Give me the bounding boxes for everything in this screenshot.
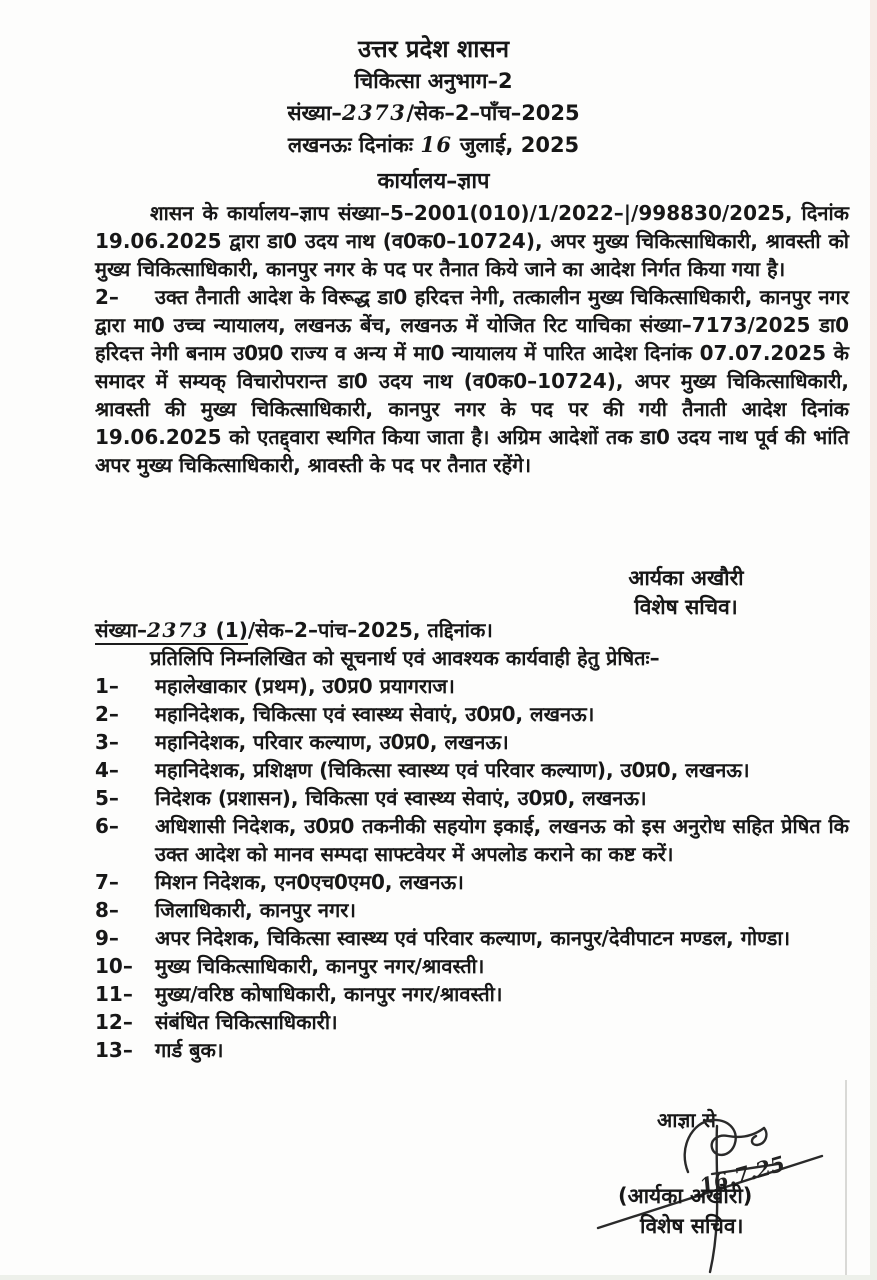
memo-type-title: कार्यालय–ज्ञाप	[377, 169, 490, 194]
order-paragraph-1: शासन के कार्यालय–ज्ञाप संख्या–5–2001(010)/1/2022–|/998830/2025, दिनांक 19.06.2025 द्वारा डा0 उदय नाथ (व0क0–10724), अपर मुख्य चिकित्साधिकारी, श्रावस्ती को मुख्य चिकित्साधिकारी, कानपुर नगर के पद पर तैनात किये जाने का आदेश निर्गत किया गया है।	[95, 201, 849, 281]
order-paragraph-2	[95, 283, 849, 479]
list-item-text: मिशन निदेशक, एन0एच0एम0, लखनऊ।	[155, 870, 464, 894]
signatory-title: विशेष सचिव।	[634, 595, 738, 619]
list-item-number: 7–	[95, 870, 119, 894]
list-item	[95, 952, 849, 980]
letterhead	[0, 32, 867, 198]
place-date-line	[0, 129, 867, 161]
order-number-suffix: /सेक–2–पाँच–2025	[406, 101, 580, 125]
list-item-text: महानिदेशक, परिवार कल्याण, उ0प्र0, लखनऊ।	[155, 730, 509, 754]
reference-tail: (1)	[208, 618, 248, 642]
signatory-block-top	[600, 564, 772, 622]
list-item-number: 13–	[95, 1038, 133, 1062]
signatory-name-paren: (आर्यका अखौरी)	[618, 1184, 753, 1208]
paragraph-2-text: उक्त तैनाती आदेश के विरूद्ध डा0 हरिदत्त नेगी, तत्कालीन मुख्य चिकित्साधिकारी, कानपुर नगर द्वारा मा0 उच्च न्यायालय, लखनऊ बेंच, लखनऊ में योजित रिट याचिका संख्या–7173/2025 डा0 हरिदत्त नेगी बनाम उ0प्र0 राज्य व अन्य में मा0 न्यायालय में पारित आदेश दिनांक 07.07.2025 के समादर में सम्यक् विचारोपरान्त डा0 उदय नाथ (व0क0–10724), अपर मुख्य चिकित्साधिकारी, श्रावस्ती की मुख्य चिकित्साधिकारी, कानपुर नगर के पद पर की गयी तैनाती आदेश दिनांक 19.06.2025 को एतद्द्वारा स्थगित किया जाता है। अग्रिम आदेशों तक डा0 उदय नाथ पूर्व की भांति अपर मुख्य चिकित्साधिकारी, श्रावस्ती के पद पर तैनात रहेंगे।	[95, 285, 849, 477]
signatory-title-bottom: विशेष सचिव।	[640, 1214, 744, 1238]
list-item	[95, 1008, 849, 1036]
list-item	[95, 924, 849, 952]
list-item	[95, 672, 849, 700]
list-item-text: महानिदेशक, चिकित्सा एवं स्वास्थ्य सेवाएं, उ0प्र0, लखनऊ।	[155, 702, 595, 726]
list-item-text: मुख्य/वरिष्ठ कोषाधिकारी, कानपुर नगर/श्रावस्ती।	[155, 982, 503, 1006]
by-order-text: आज्ञा से	[657, 1108, 716, 1132]
reference-number-handwritten: 2373	[147, 618, 209, 642]
list-item-text: संबंधित चिकित्साधिकारी।	[155, 1010, 338, 1034]
reference-number-underlined	[95, 618, 248, 645]
list-item-number: 5–	[95, 786, 119, 810]
list-item	[95, 980, 849, 1008]
signatory-name: आर्यका अखौरी	[628, 566, 744, 590]
list-item-number: 3–	[95, 730, 119, 754]
copy-forwarding-line: प्रतिलिपि निम्नलिखित को सूचनार्थ एवं आवश्यक कार्यवाही हेतु प्रेषितः–	[150, 646, 660, 670]
list-item-text: जिलाधिकारी, कानपुर नगर।	[155, 898, 356, 922]
list-item-number: 8–	[95, 898, 119, 922]
distribution-section	[95, 616, 849, 1064]
list-item-number: 6–	[95, 814, 119, 838]
list-item-number: 2–	[95, 702, 119, 726]
list-item	[95, 784, 849, 812]
order-body	[95, 199, 849, 479]
order-number-prefix: संख्या–	[287, 101, 342, 125]
list-item	[95, 1036, 849, 1064]
list-item-number: 4–	[95, 758, 119, 782]
list-item-text: महालेखाकार (प्रथम), उ0प्र0 प्रयागराज।	[155, 674, 455, 698]
order-number-line	[0, 97, 867, 129]
list-item-text: महानिदेशक, प्रशिक्षण (चिकित्सा स्वास्थ्य एवं परिवार कल्याण), उ0प्र0, लखनऊ।	[155, 758, 750, 782]
list-item	[95, 728, 849, 756]
list-item-number: 11–	[95, 982, 133, 1006]
list-item-text: निदेशक (प्रशासन), चिकित्सा एवं स्वास्थ्य सेवाएं, उ0प्र0, लखनऊ।	[155, 786, 647, 810]
place-date-prefix: लखनऊः दिनांकः	[287, 133, 421, 157]
list-item-number: 10–	[95, 954, 133, 978]
list-item-text: गार्ड बुक।	[155, 1038, 224, 1062]
reference-prefix: संख्या–	[95, 618, 147, 642]
list-item	[95, 700, 849, 728]
list-item-number: 9–	[95, 926, 119, 950]
list-item	[95, 756, 849, 784]
date-handwritten: 16	[420, 132, 453, 157]
list-item-number: 12–	[95, 1010, 133, 1034]
list-item-text: अपर निदेशक, चिकित्सा स्वास्थ्य एवं परिवार कल्याण, कानपुर/देवीपाटन मण्डल, गोण्डा।	[155, 926, 791, 950]
paragraph-2-number: 2–	[95, 285, 119, 309]
list-item-number: 1–	[95, 674, 119, 698]
list-item	[95, 868, 849, 896]
order-number-handwritten: 2373	[341, 100, 407, 125]
distribution-list	[95, 672, 849, 1064]
reference-number-line	[95, 616, 849, 644]
signatory-block-bottom	[560, 1100, 870, 1280]
list-item	[95, 812, 849, 868]
department-name: उत्तर प्रदेश शासन	[357, 35, 510, 63]
list-item	[95, 896, 849, 924]
section-name: चिकित्सा अनुभाग–2	[354, 69, 513, 93]
list-item-text: अधिशासी निदेशक, उ0प्र0 तकनीकी सहयोग इकाई, लखनऊ को इस अनुरोध सहित प्रेषित कि उक्त आदेश को मानव सम्पदा साफ्टवेयर में अपलोड कराने का कष्ट करें।	[155, 814, 849, 866]
scan-edge-right	[870, 0, 877, 1280]
signature-date: 16.7.25	[696, 1150, 788, 1199]
reference-rest: /सेक–2–पांच–2025, तद्दिनांक।	[247, 618, 493, 642]
place-date-suffix: जुलाई, 2025	[452, 133, 580, 157]
list-item-text: मुख्य चिकित्साधिकारी, कानपुर नगर/श्रावस्ती।	[155, 954, 485, 978]
